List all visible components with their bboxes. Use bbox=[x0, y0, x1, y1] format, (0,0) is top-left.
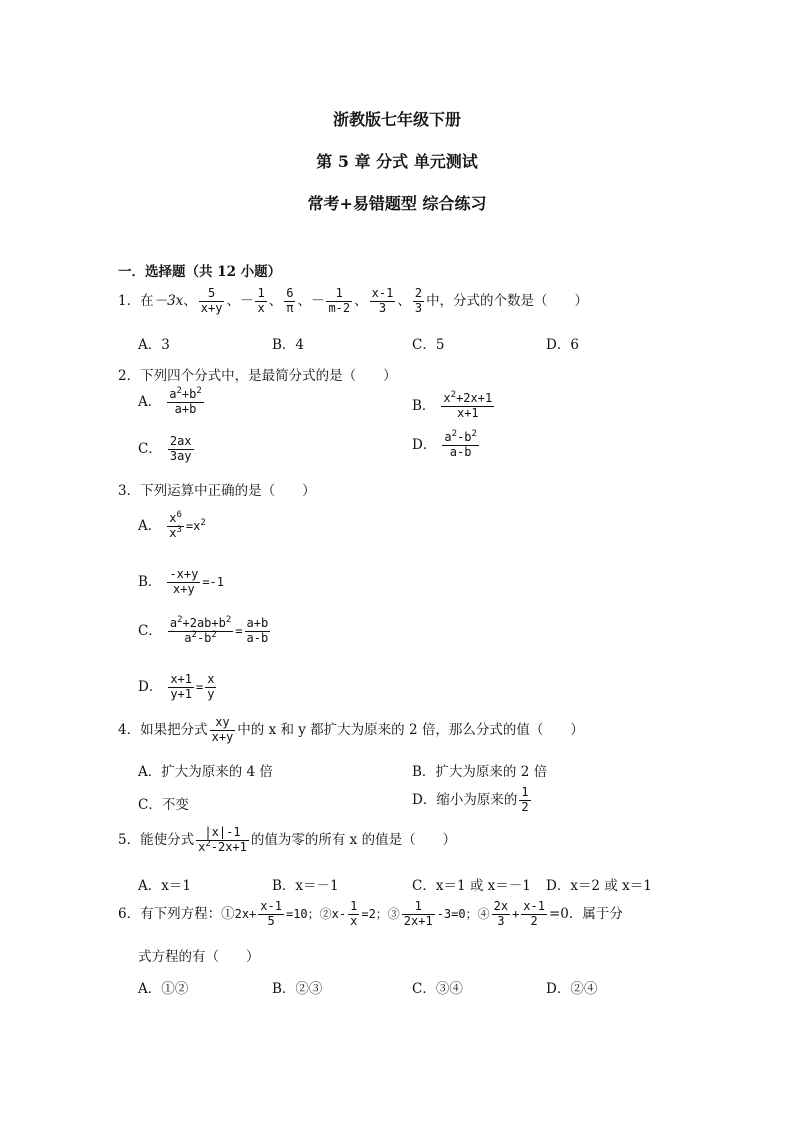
q6-eq3-rest: -3=0；④ bbox=[436, 906, 490, 921]
q5-prefix: 5．能使分式 bbox=[118, 831, 195, 848]
denominator: 2x+1 bbox=[403, 913, 433, 928]
q4-option-d-text: D．缩小为原来的 bbox=[412, 791, 518, 808]
q1-fraction-4 bbox=[326, 287, 352, 316]
option-label: B． bbox=[138, 573, 162, 590]
q4-fraction bbox=[210, 716, 236, 745]
q1-option-c: C．5 bbox=[412, 337, 445, 353]
numerator: x+1 bbox=[170, 672, 193, 686]
denominator: x+y bbox=[173, 581, 195, 596]
denominator: x+y bbox=[200, 300, 223, 315]
q2-b-fraction bbox=[441, 392, 494, 421]
q2-a-fraction bbox=[167, 388, 204, 417]
numerator: |x|-1 bbox=[196, 826, 249, 841]
equals-sign: = bbox=[196, 679, 204, 694]
q6-eq2-fraction bbox=[348, 900, 359, 929]
option-label: C． bbox=[138, 622, 162, 639]
document-title: 浙教版七年级下册 bbox=[332, 110, 461, 129]
q2-option-b bbox=[412, 392, 496, 421]
q4-option-d-fraction bbox=[519, 786, 530, 815]
numerator: 1 bbox=[402, 900, 435, 915]
denominator: m-2 bbox=[328, 300, 351, 315]
q1-suffix: 中，分式的个数是（ ） bbox=[426, 292, 589, 309]
q5-option-c: C．x＝1 或 x＝－1 bbox=[412, 878, 531, 894]
denominator: $x^3$ bbox=[169, 524, 182, 540]
q3-d-rhs-fraction bbox=[205, 673, 216, 702]
q1-option-b: B．4 bbox=[272, 337, 305, 353]
q6-eq1-rest: =10；② bbox=[285, 906, 332, 921]
numerator: 2 bbox=[414, 286, 423, 300]
numerator: 2x bbox=[493, 899, 509, 913]
denominator: a-b bbox=[246, 630, 269, 645]
denominator: x bbox=[350, 913, 358, 928]
q4-option-a: A．扩大为原来的 4 倍 bbox=[138, 764, 273, 780]
option-label: B． bbox=[412, 397, 436, 414]
numerator: $a^2+b^2$ bbox=[169, 386, 202, 401]
separator: 、 bbox=[183, 292, 197, 309]
q2-option-d bbox=[412, 431, 481, 460]
q5-fraction bbox=[196, 826, 249, 855]
denominator: y+1 bbox=[170, 686, 193, 701]
q5-option-b: B．x＝－1 bbox=[272, 878, 339, 894]
denominator: 2 bbox=[530, 913, 538, 928]
numerator: 1 bbox=[350, 899, 358, 913]
numerator: 5 bbox=[199, 287, 225, 302]
q6-eq1-term: 2x+ bbox=[234, 906, 257, 921]
separator: 、 bbox=[226, 292, 240, 309]
q3-option-c bbox=[138, 617, 272, 646]
denominator: $a^2-b^2$ bbox=[184, 629, 217, 645]
q6-prefix: 6．有下列方程：① bbox=[118, 905, 235, 922]
chapter-title: 第 5 章 分式 单元测试 bbox=[316, 152, 478, 171]
q1-option-d: D．6 bbox=[546, 337, 579, 353]
q6-eq4-fraction-2 bbox=[521, 900, 547, 929]
practice-subtitle: 常考+易错题型 综合练习 bbox=[307, 194, 487, 213]
numerator: x-1 bbox=[260, 899, 282, 913]
option-label: D． bbox=[138, 678, 163, 695]
denominator: 3 bbox=[378, 300, 387, 315]
denominator: 2 bbox=[521, 799, 529, 814]
numerator: -x+y bbox=[169, 567, 199, 581]
numerator: 1 bbox=[326, 287, 352, 302]
q1-fraction-3 bbox=[284, 287, 295, 316]
q4-suffix: 中的 x 和 y 都扩大为原来的 2 倍，那么分式的值（ ） bbox=[237, 721, 584, 738]
q3-option-a bbox=[138, 512, 206, 541]
plus-sign: + bbox=[512, 906, 520, 921]
q3-b-fraction bbox=[167, 568, 200, 597]
denominator: 5 bbox=[267, 913, 275, 928]
option-label: A． bbox=[138, 517, 162, 534]
q1-fraction-1 bbox=[199, 287, 225, 316]
numerator: a+b bbox=[246, 616, 269, 630]
q1-fraction-5 bbox=[370, 287, 396, 316]
numerator: x-1 bbox=[523, 899, 545, 913]
option-label: D． bbox=[412, 436, 437, 453]
q5-option-a: A．x＝1 bbox=[138, 878, 191, 894]
denominator: x+y bbox=[211, 729, 234, 744]
q4-option-b: B．扩大为原来的 2 倍 bbox=[412, 764, 548, 780]
q2-option-a bbox=[138, 388, 206, 417]
denominator: π bbox=[286, 300, 294, 315]
q2-option-c bbox=[138, 435, 196, 464]
q1-option-a: A．3 bbox=[138, 337, 170, 353]
numerator: $x^2+2x+1$ bbox=[443, 390, 493, 405]
equals-sign: = bbox=[235, 623, 243, 638]
q3-b-rhs: =-1 bbox=[202, 574, 225, 589]
denominator: x+1 bbox=[456, 405, 479, 420]
q2-d-fraction bbox=[442, 431, 479, 460]
numerator: xy bbox=[210, 716, 236, 731]
separator: 、 bbox=[354, 292, 368, 309]
q3-a-fraction bbox=[167, 512, 184, 541]
q5-suffix: 的值为零的所有 x 的值是（ ） bbox=[250, 831, 457, 848]
denominator: 3ay bbox=[169, 448, 192, 463]
q4-prefix: 4．如果把分式 bbox=[118, 721, 208, 738]
q3-c-fraction bbox=[168, 617, 233, 646]
q3-c-rhs-fraction bbox=[245, 617, 271, 646]
denominator: a+b bbox=[174, 401, 197, 416]
question-6-line-2: 式方程的有（ ） bbox=[138, 949, 260, 965]
numerator: $a^2+2ab+b^2$ bbox=[169, 615, 232, 630]
q2-c-fraction bbox=[168, 435, 194, 464]
q1-fraction-6 bbox=[413, 287, 424, 316]
numerator: $a^2-b^2$ bbox=[444, 429, 477, 444]
question-6-stem bbox=[118, 900, 623, 929]
q6-eq4-fraction-1 bbox=[492, 900, 510, 929]
q6-eq2-rest: =2；③ bbox=[361, 906, 400, 921]
denominator: y bbox=[207, 686, 215, 701]
question-3-stem: 3．下列运算中正确的是（ ） bbox=[118, 483, 316, 499]
denominator: 3 bbox=[414, 300, 423, 315]
separator: 、 bbox=[268, 292, 283, 309]
question-2-stem: 2．下列四个分式中，是最简分式的是（ ） bbox=[118, 368, 397, 384]
q3-a-rhs: $=x^2$ bbox=[185, 517, 206, 533]
q4-option-d bbox=[412, 786, 533, 815]
denominator: a-b bbox=[449, 444, 472, 459]
numerator: x bbox=[207, 672, 215, 686]
option-label: C． bbox=[138, 440, 162, 457]
q6-option-a: A．①② bbox=[138, 981, 189, 997]
numerator: $x^6$ bbox=[169, 510, 182, 525]
denominator: x bbox=[257, 300, 265, 315]
q5-option-d: D．x＝2 或 x＝1 bbox=[546, 878, 652, 894]
q1-fraction-2 bbox=[255, 287, 266, 316]
denominator: 3 bbox=[497, 913, 505, 928]
q3-option-d bbox=[138, 673, 218, 702]
option-label: A． bbox=[138, 393, 162, 410]
q3-option-b bbox=[138, 568, 224, 597]
numerator: 2ax bbox=[169, 434, 192, 448]
minus-sign: － bbox=[239, 292, 254, 309]
q3-d-fraction bbox=[168, 673, 194, 702]
q6-option-b: B．②③ bbox=[272, 981, 323, 997]
question-1-stem bbox=[118, 287, 588, 316]
minus-sign: － bbox=[310, 292, 325, 309]
q6-option-d: D．②④ bbox=[546, 981, 598, 997]
numerator: 1 bbox=[257, 286, 265, 300]
question-4-stem bbox=[118, 716, 584, 745]
section-heading: 一．选择题（共 12 小题） bbox=[118, 264, 282, 280]
question-5-stem bbox=[118, 826, 456, 855]
q6-eq1-fraction bbox=[258, 900, 284, 929]
numerator: 6 bbox=[286, 286, 294, 300]
q4-option-c: C．不变 bbox=[138, 797, 189, 813]
q6-option-c: C．③④ bbox=[412, 981, 463, 997]
q1-term: －3x bbox=[153, 292, 184, 309]
numerator: x-1 bbox=[371, 286, 394, 300]
q1-prefix: 1．在 bbox=[118, 292, 154, 309]
q6-eq3-fraction bbox=[402, 900, 435, 929]
separator: 、 bbox=[297, 292, 311, 309]
denominator: $x^2-2x+1$ bbox=[198, 838, 247, 854]
q6-eq4-rest: =0．属于分 bbox=[548, 905, 623, 922]
q6-eq2-term: x- bbox=[331, 906, 347, 921]
separator: 、 bbox=[397, 292, 411, 309]
numerator: 1 bbox=[521, 785, 529, 799]
